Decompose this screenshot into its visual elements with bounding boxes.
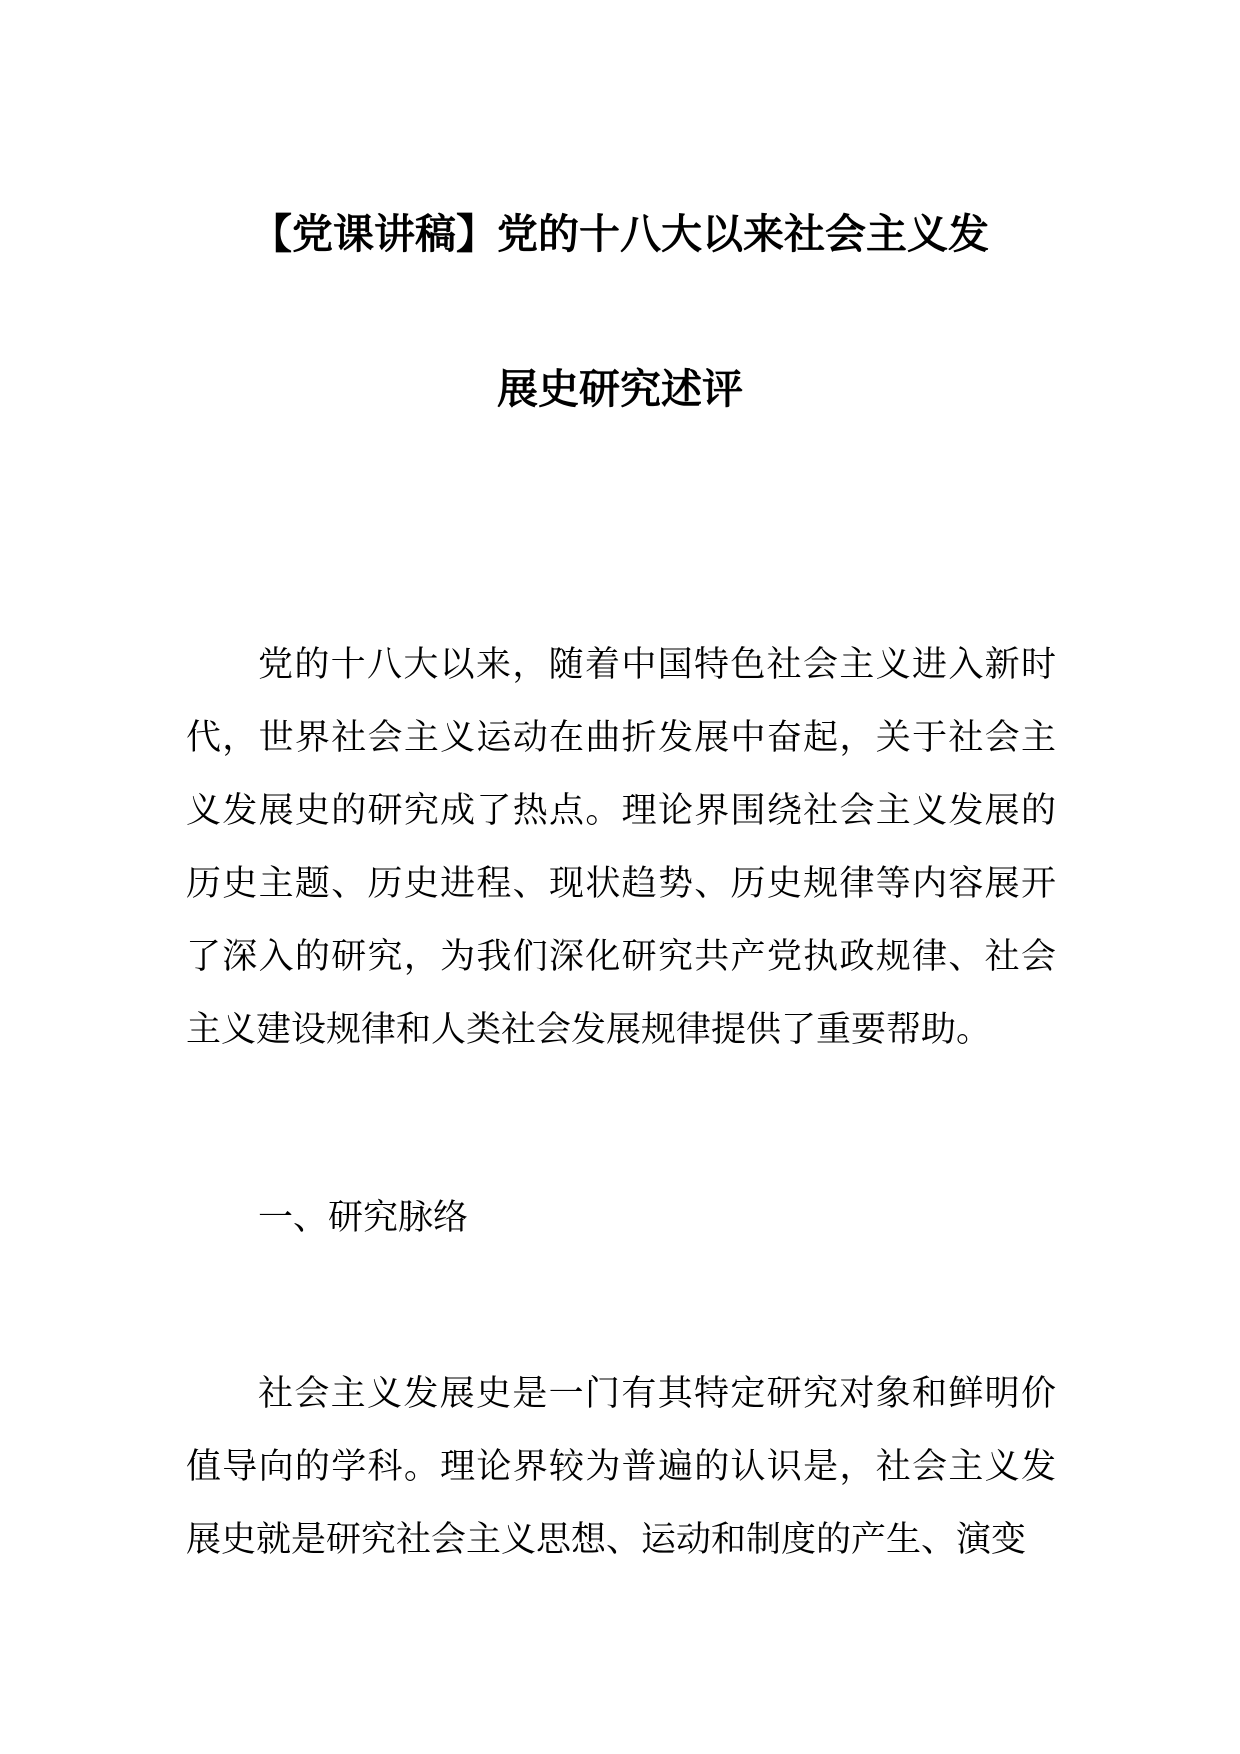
document-title-line-1: 【党课讲稿】党的十八大以来社会主义发 (251, 210, 989, 258)
document-title-line-2: 展史研究述评 (497, 365, 743, 413)
section-heading-research-context: 一、研究脉络 (258, 1198, 469, 1238)
body-paragraph-definition: 社会主义发展史是一门有其特定研究对象和鲜明价值导向的学科。理论界较为普遍的认识是，社会主义发展史就是研究社会主义思想、运动和制度的产生、演变 (186, 1374, 1056, 1560)
body-paragraph-intro: 党的十八大以来，随着中国特色社会主义进入新时代，世界社会主义运动在曲折发展中奋起，关于社会主义发展史的研究成了热点。理论界围绕社会主义发展的历史主题、历史进程、现状趋势、历史规律等内容展开了深入的研究，为我们深化研究共产党执政规律、社会主义建设规律和人类社会发展规律提供了重要帮助。 (186, 645, 1056, 1050)
